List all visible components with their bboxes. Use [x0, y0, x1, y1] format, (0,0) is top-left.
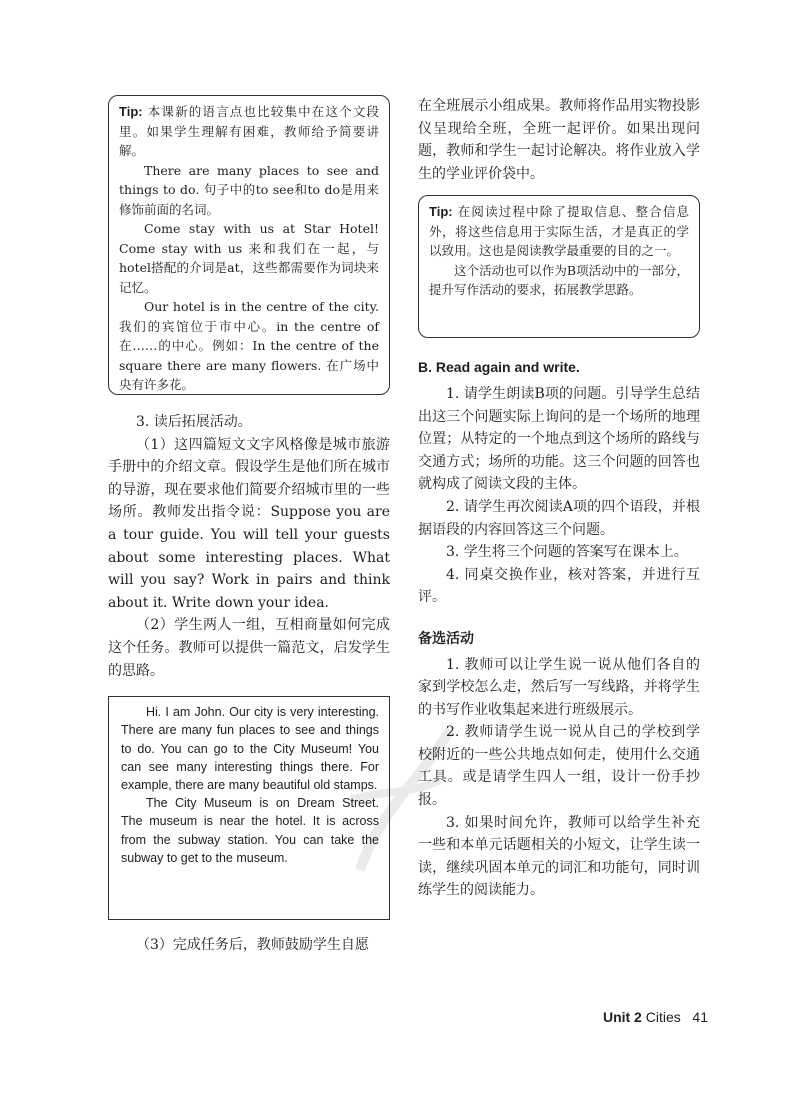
page-footer: [603, 1009, 708, 1025]
footer-unit: Unit 2: [602, 1009, 642, 1025]
sub-step-3: （3）完成任务后，教师鼓励学生自愿: [136, 937, 369, 954]
watermark-logo-icon: [340, 720, 460, 880]
sample-para-1: Hi. I am John. Our city is very interesting. There are many fun places to see and things to do. You can go to the City Museum! You can see many interesting things there. For example, there are many beautiful old stamps.: [121, 705, 379, 792]
optional-activity-3: 3. 如果时间允许，教师可以给学生补充一些和本单元话题相关的小短文，让学生读一读，继续巩固本单元的词汇和功能句，同时训练学生的阅读能力。: [418, 814, 700, 899]
item-3-heading: 3. 读后拓展活动。: [136, 414, 252, 430]
page-number: 41: [692, 1009, 708, 1025]
tip1-intro-text: 本课新的语言点也比较集中在这个文段里。如果学生理解有困难，教师给予简要讲解。: [119, 104, 379, 158]
tip2-para-2: 这个活动也可以作为B项活动中的一部分，提升写作活动的要求，拓展教学思路。: [429, 262, 689, 298]
section-b-step-4: 4. 同桌交换作业，核对答案，并进行互评。: [418, 566, 700, 606]
optional-activity-2: 2. 教师请学生说一说从自己的学校到学校附近的一些公共地点如何走，使用什么交通工具。或是请学生四人一组，设计一份手抄报。: [418, 724, 700, 809]
tip1-para-2: Come stay with us at Star Hotel! Come stay with us 来和我们在一起，与hotel搭配的介词是at，这些都需要作为词块来记忆。: [119, 221, 379, 295]
tip1-intro: [119, 102, 379, 161]
section-b-step-3: 3. 学生将三个问题的答案写在课本上。: [446, 544, 688, 561]
sample-para-2: The City Museum is on Dream Street. The museum is near the hotel. It is across from the subway station. You can take the subway to get to the museum.: [121, 796, 379, 865]
optional-activity-1: 1. 教师可以让学生说一说从他们各自的家到学校怎么走，然后写一写线路，并将学生的书写作业收集起来进行班级展示。: [418, 656, 700, 718]
section-b-step-2: 2. 请学生再次阅读A项的四个语段，并根据语段的内容回答这三个问题。: [418, 498, 700, 538]
section-b-step-1: 1. 请学生朗读B项的问题。引导学生总结出这三个问题实际上询问的是一个场所的地理位置；从特定的一个地点到这个场所的路线与交通方式；场所的功能。这三个问题的回答也就构成了阅读文段的主体。: [418, 385, 700, 493]
optional-activities-heading: 备选活动: [418, 629, 474, 646]
sub-step-3-continued: 在全班展示小组成果。教师将作品用实物投影仪呈现给全班，全班一起评价。如果出现问题，教师和学生一起讨论解决。将作业放入学生的学业评价袋中。: [418, 98, 700, 182]
footer-title: Cities: [645, 1009, 681, 1025]
tip1-label: Tip:: [119, 104, 143, 119]
tip1-para-1: There are many places to see and things to do. 句子中的to see和to do是用来修饰前面的名词。: [119, 162, 379, 217]
tip-box-2: [418, 195, 700, 338]
tip1-para-3: Our hotel is in the centre of the city. 我们的宾馆位于市中心。in the centre of 在……的中心。例如：In the centre of the square there are many flowers. 在广场中央有许多花。: [119, 299, 379, 392]
tip2-para-1-text: 在阅读过程中除了提取信息、整合信息外，将这些信息用于实际生活，才是真正的学以致用。这也是阅读教学最重要的目的之一。: [429, 204, 689, 259]
sub-step-1: （1）这四篇短文文字风格像是城市旅游手册中的介绍文章。假设学生是他们所在城市的导游，现在要求他们简要介绍城市里的一些场所。教师发出指令说：Suppose you are a tour guide. You will tell your guests about some interesting places. What will you say? Work in pairs and think about it. Write down your idea.: [108, 436, 390, 611]
tip-box-1: [108, 95, 390, 395]
tip2-para-1: [429, 202, 689, 261]
tip2-label: Tip:: [429, 204, 453, 220]
right-column: [418, 95, 700, 902]
section-b-heading: B. Read again and write.: [418, 359, 580, 376]
sub-step-2: （2）学生两人一组，互相商量如何完成这个任务。教师可以提供一篇范文，启发学生的思路。: [108, 617, 390, 679]
